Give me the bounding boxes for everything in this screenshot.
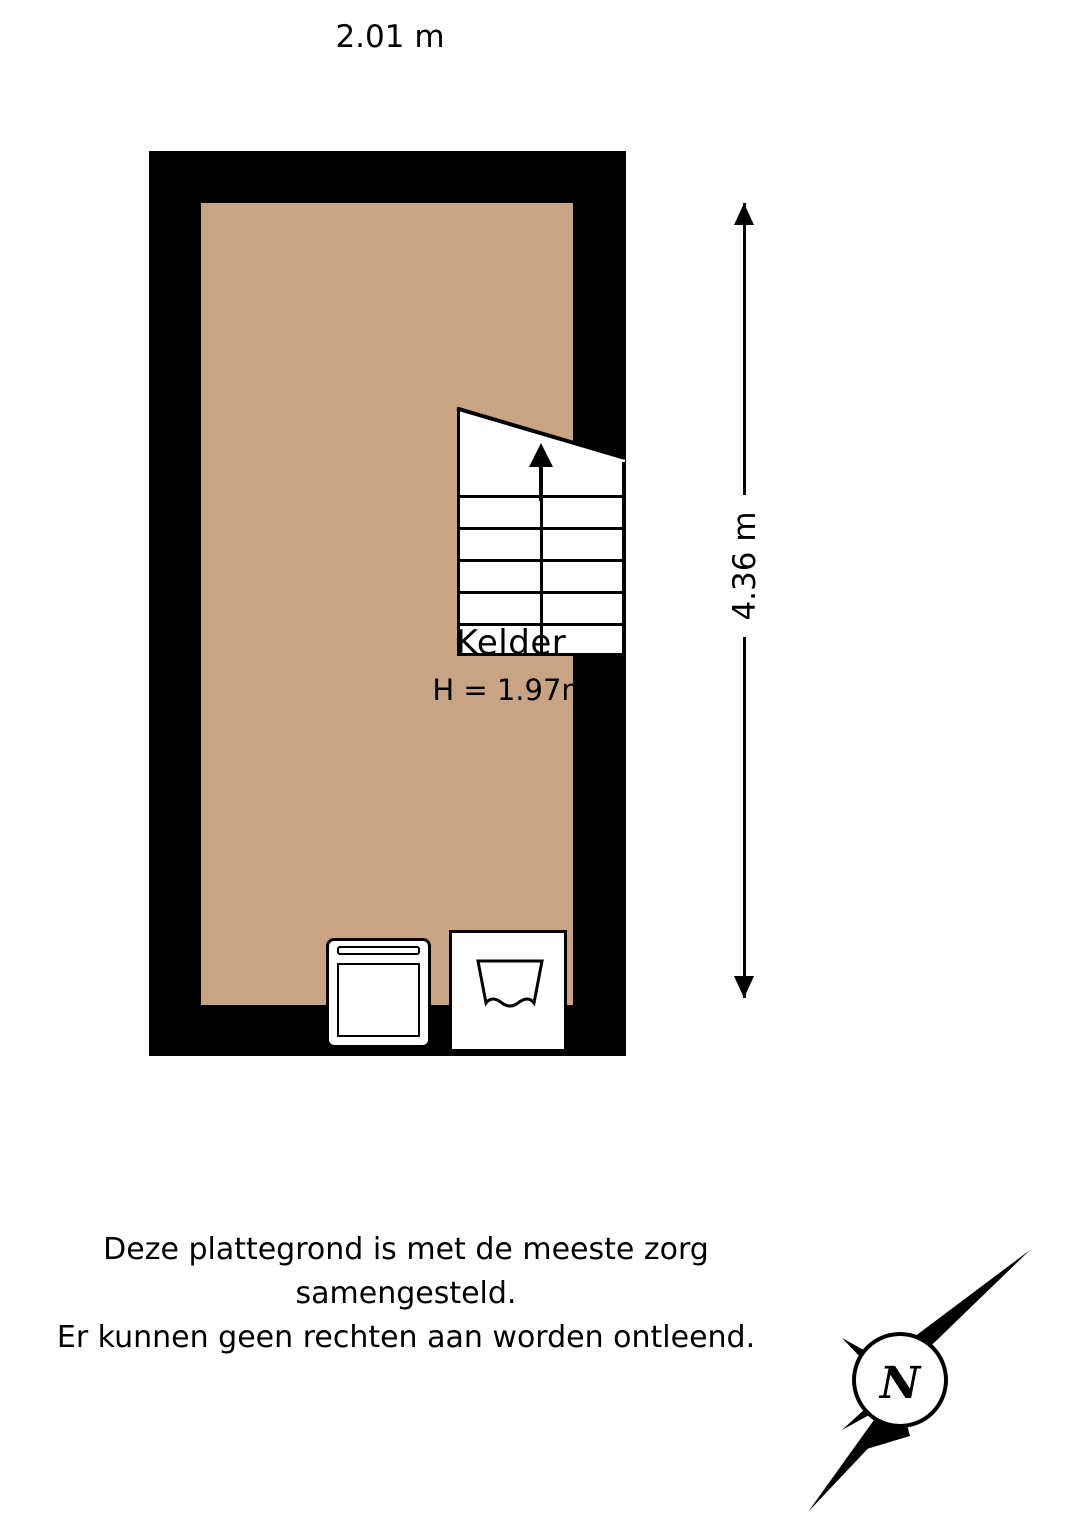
- dimension-width-label-wrap: [205, 14, 575, 60]
- dimension-height-arrow-top: [734, 203, 754, 225]
- washing-machine-panel: [337, 946, 420, 955]
- sink-fixture: [449, 930, 567, 1052]
- compass-rose: [790, 1240, 1040, 1520]
- washing-machine-fixture: [326, 938, 431, 1048]
- dimension-width: [205, 14, 575, 60]
- dimension-width-label: 2.01 m: [317, 19, 462, 55]
- disclaimer: [0, 1228, 812, 1360]
- compass-icon: [790, 1240, 1040, 1520]
- disclaimer-line-1: Deze plattegrond is met de meeste zorg samengesteld.: [103, 1232, 709, 1311]
- dimension-height-label: 4.36 m: [727, 495, 763, 636]
- staircase-direction-arrow-icon: [529, 443, 553, 467]
- room-height: H = 1.97m: [432, 673, 590, 707]
- floor-plan: [149, 151, 626, 1056]
- dimension-height-arrow-bottom: [734, 976, 754, 998]
- dimension-height-label-wrap: [727, 473, 763, 659]
- staircase: [457, 407, 625, 656]
- disclaimer-line-2: Er kunnen geen rechten aan worden ontleend.: [56, 1320, 756, 1355]
- room-floor-kelder: [201, 203, 590, 1005]
- svg-text:N: N: [879, 1358, 921, 1409]
- staircase-direction-line: [539, 463, 543, 501]
- room-label: [381, 623, 641, 707]
- washing-machine-drum: [337, 963, 420, 1037]
- room-name: Kelder: [455, 623, 567, 663]
- dimension-height: [722, 203, 768, 998]
- sink-bowl: [470, 959, 550, 1011]
